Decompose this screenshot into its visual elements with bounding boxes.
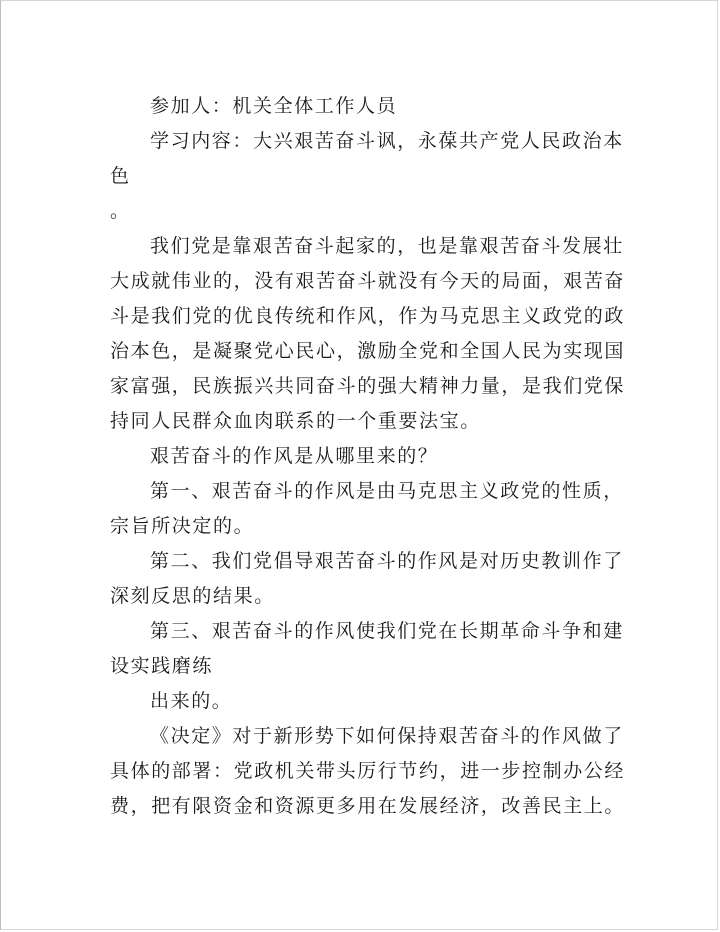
paragraph-point-3-continued: 出来的。 — [150, 690, 233, 712]
paragraph-study-content: 学习内容：大兴艰苦奋斗讽，永葆共产党人民政治本色 — [110, 130, 624, 187]
document-body — [110, 89, 632, 824]
paragraph-point-2: 第二、我们党倡导艰苦奋斗的作风是对历史教训作了深刻反思的结果。 — [110, 550, 624, 607]
paragraph-question: 艰苦奋斗的作风是从哪里来的？ — [150, 445, 439, 467]
paragraph-point-1: 第一、艰苦奋斗的作风是由马克思主义政党的性质，宗旨所决定的。 — [110, 480, 624, 537]
paragraph-point-3: 第三、艰苦奋斗的作风使我们党在长期革命斗争和建设实践磨练 — [110, 620, 624, 677]
paragraph-period: 。 — [110, 200, 131, 222]
paragraph-intro: 我们党是靠艰苦奋斗起家的，也是靠艰苦奋斗发展壮大成就伟业的，没有艰苦奋斗就没有今天的局面，艰苦奋斗是我们党的优良传统和作风，作为马克思主义政党的政治本色，是凝聚党心民心，激励全党和全国人民为实现国家富强，民族振兴共同奋斗的强大精神力量，是我们党保持同人民群众血肉联系的一个重要法宝。 — [110, 235, 626, 432]
paragraph-participants: 参加人：机关全体工作人员 — [150, 95, 398, 117]
paragraph-decision: 《决定》对于新形势下如何保持艰苦奋斗的作风做了具体的部署：党政机关带头厉行节约，进一步控制办公经费，把有限资金和资源更多用在发展经济，改善民主上。 — [110, 725, 626, 817]
